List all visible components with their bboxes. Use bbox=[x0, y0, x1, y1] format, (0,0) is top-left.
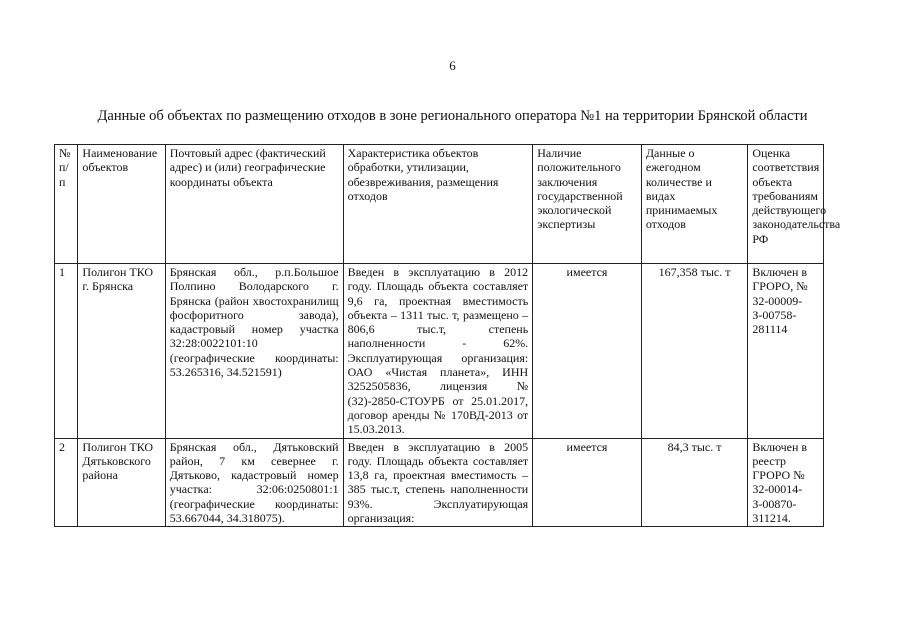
cell-number: 2 bbox=[55, 438, 78, 527]
header-name: Наименование объектов bbox=[78, 145, 165, 264]
cell-name: Полигон ТКО Дятьковского района bbox=[78, 438, 165, 527]
table-row bbox=[55, 438, 824, 527]
cell-expertise: имеется bbox=[533, 438, 642, 527]
cell-characteristics: Введен в эксплуатацию в 2012 году. Площадь объекта составляет 9,6 га, проектная вместимость объекта – 1311 тыс. т, размещено – 806,6 тыс.т, степень наполненности - 62%. Эксплуатирующая организация: ОАО «Чистая планета», ИНН 3252505836, лицензия № (32)-2850-СТОУРБ от 25.01.2017, договор аренды № 170ВД-2013 от 15.03.2013. bbox=[343, 264, 533, 439]
cell-quantity: 84,3 тыс. т bbox=[641, 438, 748, 527]
document-title: Данные об объектах по размещению отходов в зоне регионального оператора №1 на территории Брянской области bbox=[97, 108, 808, 124]
cell-characteristics: Введен в эксплуатацию в 2005 году. Площадь объекта составляет 13,8 га, проектная вместимость – 385 тыс.т, степень наполненности 93%. Эксплуатирующая организация: bbox=[343, 438, 533, 527]
cell-expertise: имеется bbox=[533, 264, 642, 439]
cell-evaluation: Включен в реестр ГРОРО № 32-00014-З-00870-311214. bbox=[748, 438, 824, 527]
cell-name: Полигон ТКО г. Брянска bbox=[78, 264, 165, 439]
header-characteristics: Характеристика объектов обработки, утилизации, обезвреживания, размещения отходов bbox=[343, 145, 533, 264]
cell-quantity: 167,358 тыс. т bbox=[641, 264, 748, 439]
table-header-row bbox=[55, 145, 824, 264]
header-number: № п/п bbox=[55, 145, 78, 264]
cell-evaluation: Включен в ГРОРО, № 32-00009-З-00758-281114 bbox=[748, 264, 824, 439]
header-quantity: Данные о ежегодном количестве и видах принимаемых отходов bbox=[641, 145, 748, 264]
header-evaluation: Оценка соответствия объекта требованиям действующего законодательства РФ bbox=[748, 145, 824, 264]
page-number: 6 bbox=[449, 58, 456, 73]
header-address: Почтовый адрес (фактический адрес) и (или) географические координаты объекта bbox=[165, 145, 343, 264]
cell-address: Брянская обл., р.п.Большое Полпино Володарского г. Брянска (район хвостохранилищ фосфоритного завода), кадастровый номер участка 32:28:0022101:10 (географические координаты: 53.265316, 34.521591) bbox=[165, 264, 343, 439]
cell-number: 1 bbox=[55, 264, 78, 439]
header-expertise: Наличие положительного заключения государственной экологической экспертизы bbox=[533, 145, 642, 264]
waste-objects-table bbox=[54, 144, 841, 527]
cell-address: Брянская обл., Дятьковский район, 7 км севернее г. Дятьково, кадастровый номер участка: 32:06:0250801:1 (географические координаты: 53.667044, 34.318075). bbox=[165, 438, 343, 527]
waste-objects-table-container bbox=[54, 144, 841, 640]
table-row bbox=[55, 264, 824, 439]
